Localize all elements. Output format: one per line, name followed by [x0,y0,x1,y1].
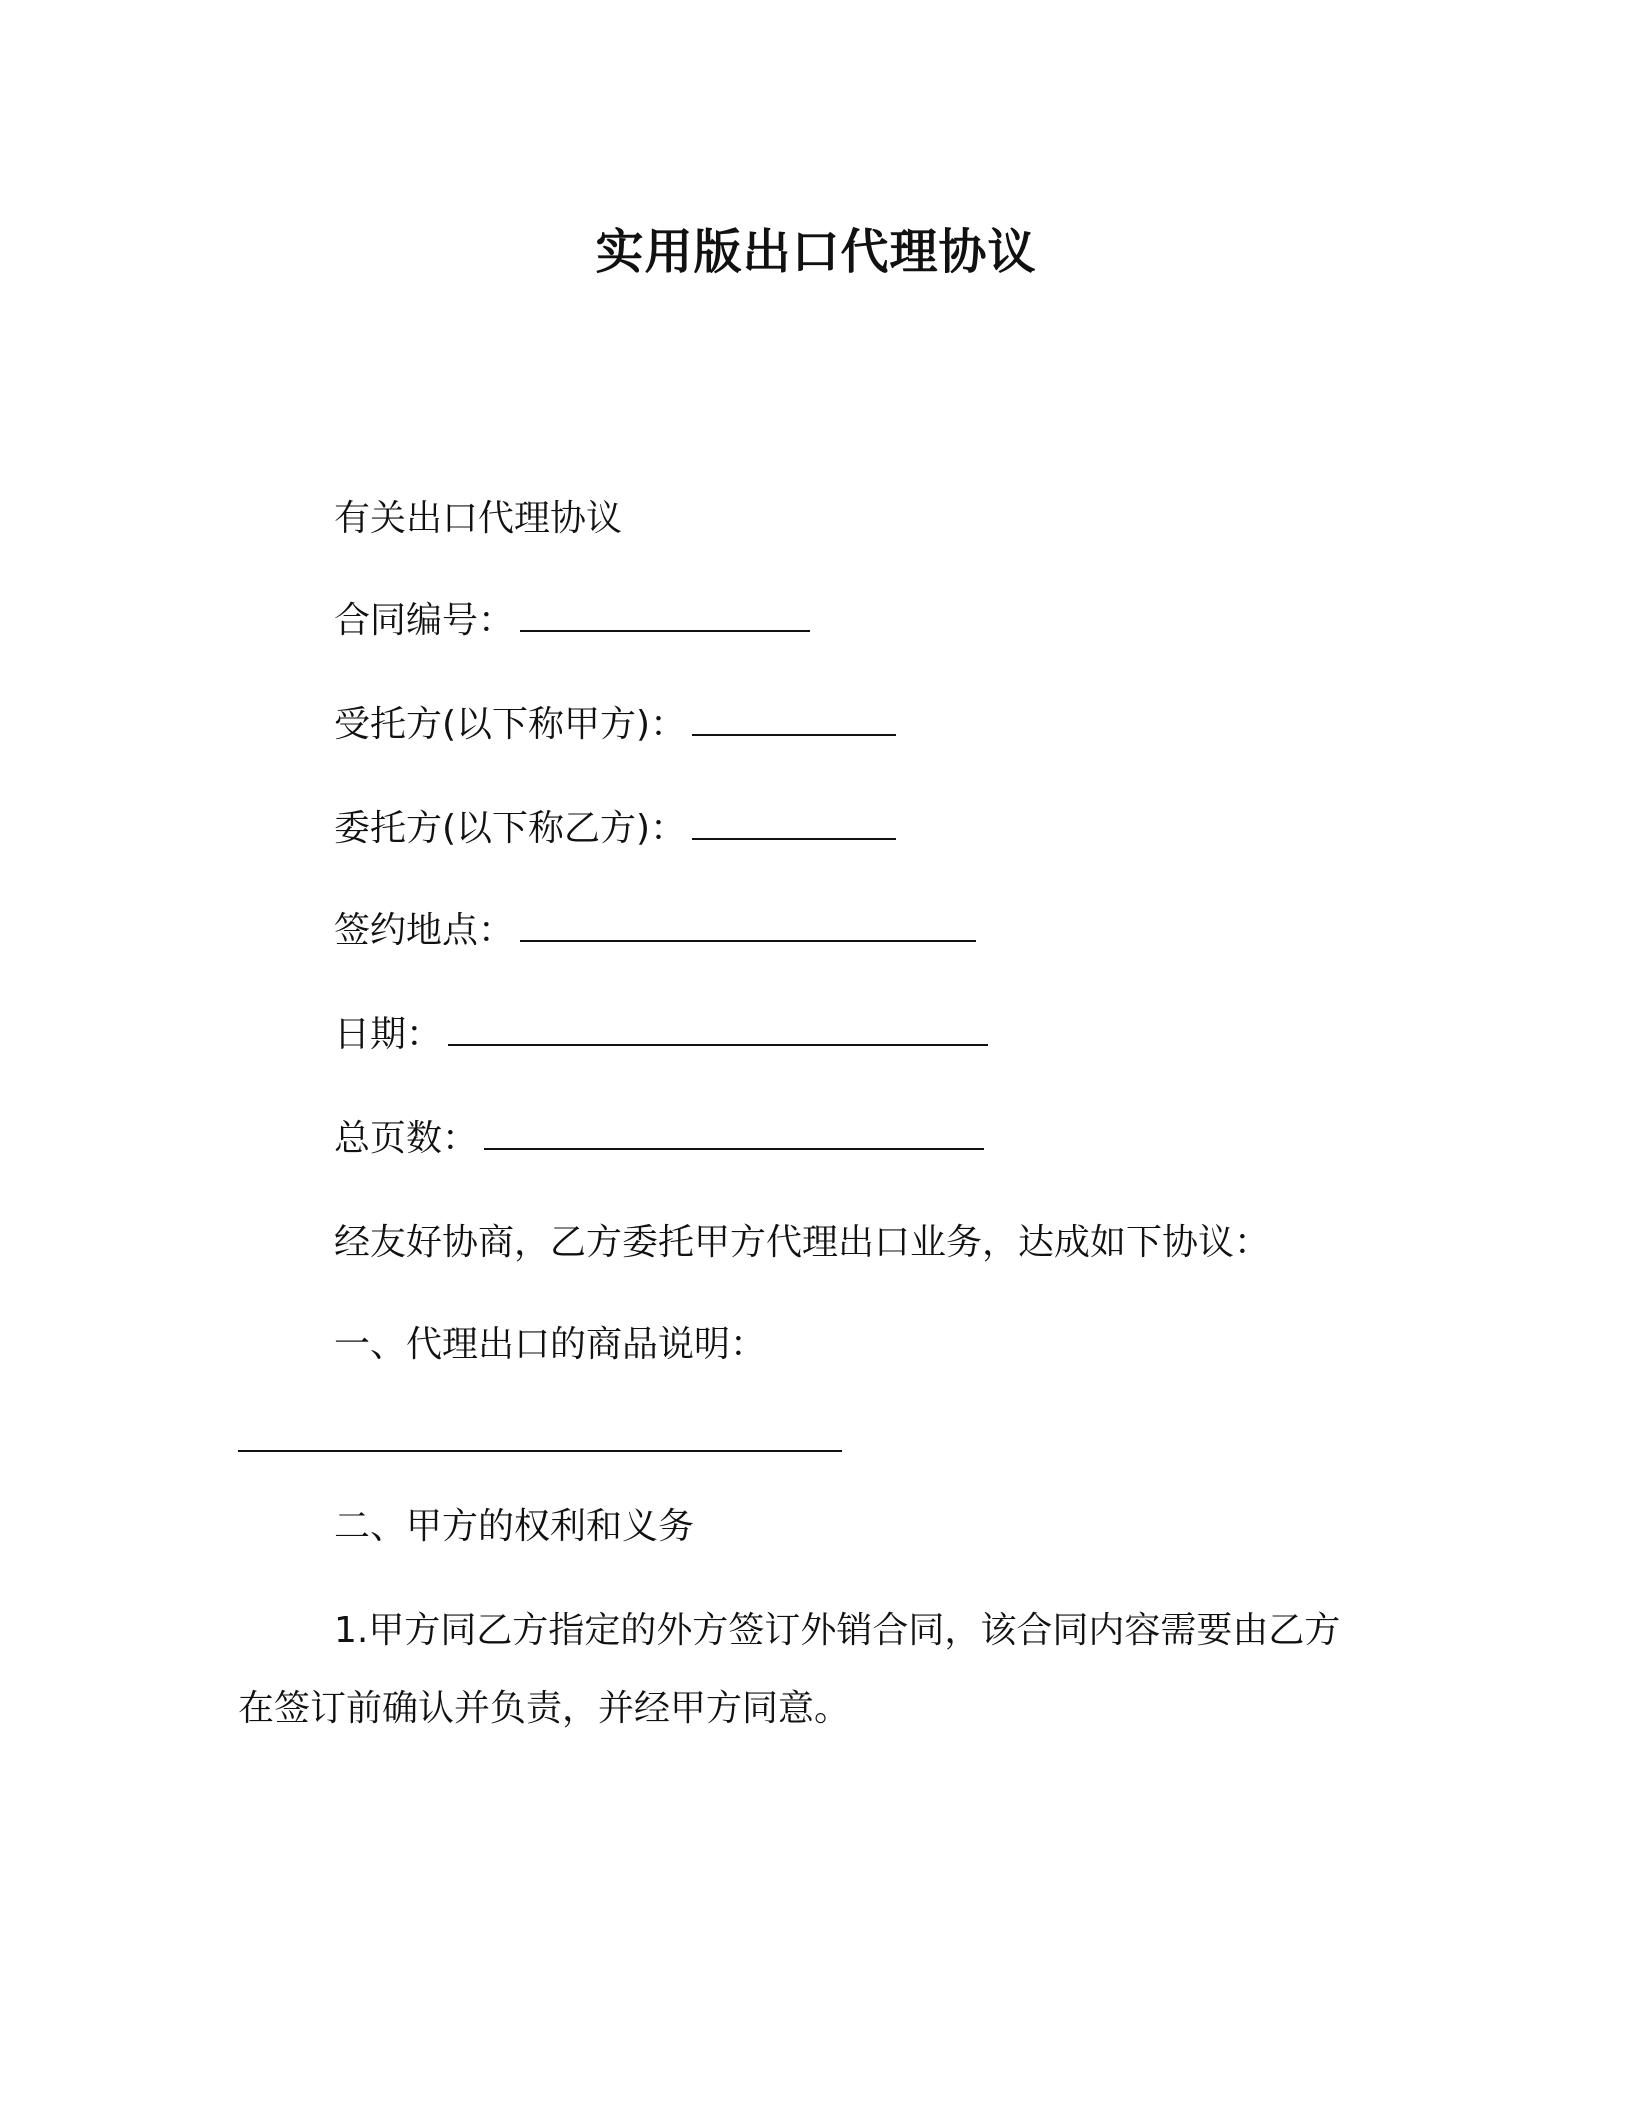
document-title: 实用版出口代理协议 [595,224,1037,280]
section1-heading: 一、代理出口的商品说明： [334,1324,767,1365]
signing-place-blank [520,939,976,942]
trustor-blank [692,837,896,840]
signing-place-field [334,908,976,954]
clause1-line2: 在签订前确认并负责，并经甲方同意。 [238,1688,851,1729]
contract-number-field [334,598,810,644]
total-pages-blank [484,1147,984,1150]
trustee-label: 受托方(以下称甲方)： [334,704,687,745]
agreement-intro: 经友好协商，乙方委托甲方代理出口业务，达成如下协议： [334,1222,1271,1263]
date-blank [448,1043,988,1046]
section2-heading: 二、甲方的权利和义务 [334,1506,695,1547]
date-label: 日期： [334,1014,443,1055]
contract-number-label: 合同编号： [334,600,515,641]
trustor-label: 委托方(以下称乙方)： [334,808,687,849]
trustee-field [334,702,896,748]
trustee-blank [692,733,896,736]
clause1-line1: 1.甲方同乙方指定的外方签订外销合同，该合同内容需要由乙方 [334,1610,1341,1651]
goods-description-blank [238,1449,842,1452]
contract-number-blank [520,629,810,632]
goods-description-field [238,1418,842,1464]
total-pages-label: 总页数： [334,1118,479,1159]
total-pages-field [334,1116,984,1162]
intro-line: 有关出口代理协议 [334,498,623,539]
date-field [334,1012,988,1058]
trustor-field [334,806,896,852]
signing-place-label: 签约地点： [334,910,515,951]
